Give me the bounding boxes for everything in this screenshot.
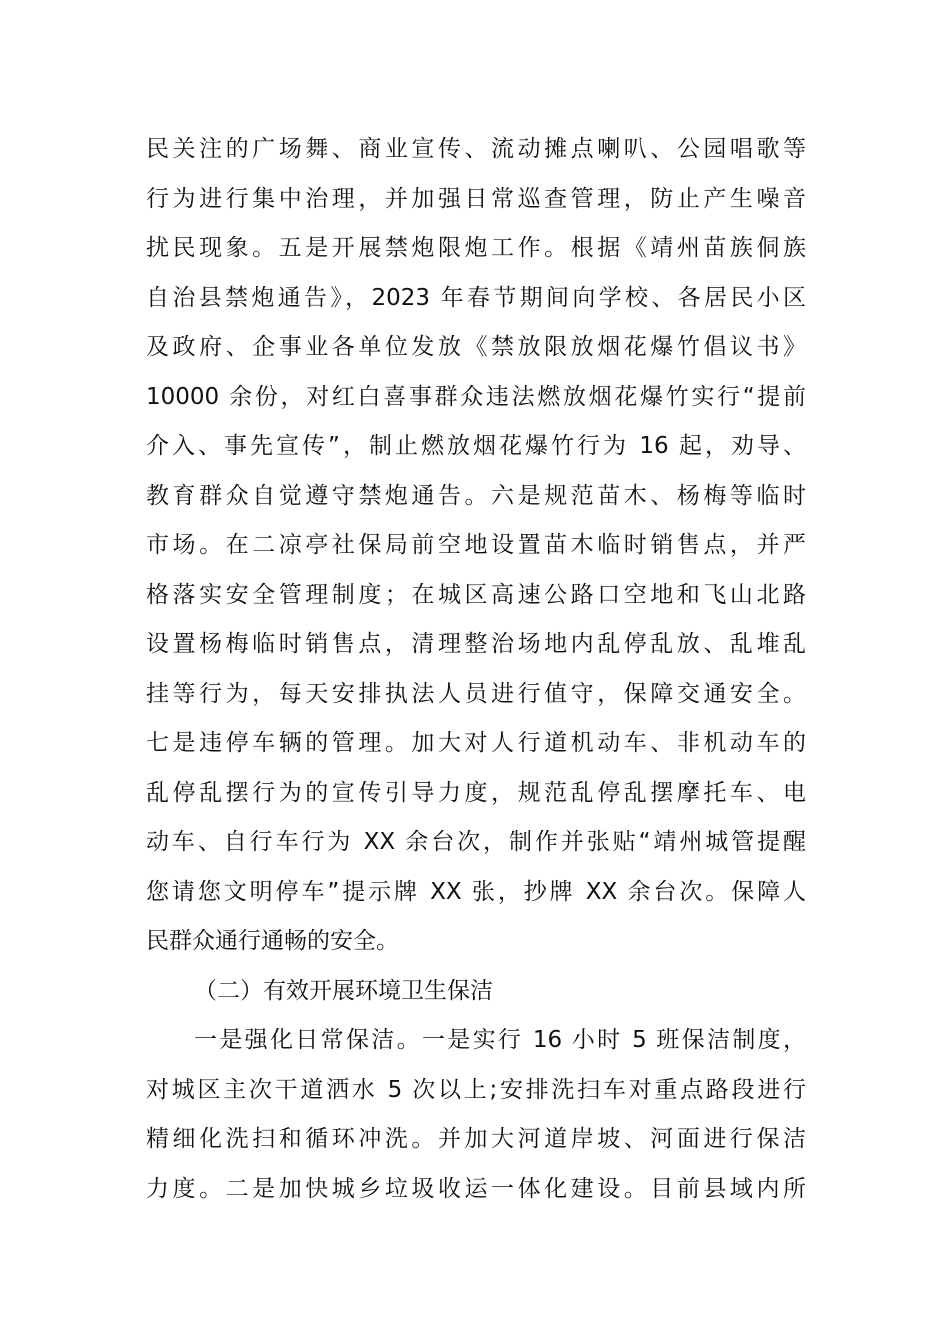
document-page [146, 125, 806, 1214]
body-text-line: 对城区主次干道洒水 5 次以上;安排洗扫车对重点路段进行 [146, 1076, 806, 1103]
body-text-line: 设置杨梅临时销售点，清理整治场地内乱停乱放、乱堆乱 [146, 631, 806, 657]
body-text-line: 市场。在二凉亭社保局前空地设置苗木临时销售点，并严 [146, 532, 806, 558]
body-text-line: 及政府、企事业各单位发放《禁放限放烟花爆竹倡议书》 [146, 334, 806, 360]
body-text-line: 民群众通行通畅的安全。 [146, 928, 399, 954]
body-text-line: 精细化洗扫和循环冲洗。并加大河道岸坡、河面进行保洁 [146, 1126, 806, 1152]
body-text-line: 您请您文明停车”提示牌 XX 张，抄牌 XX 余台次。保障人 [146, 878, 806, 905]
body-text-line: 自治县禁炮通告》，2023 年春节期间向学校、各居民小区 [146, 284, 806, 311]
body-text-line: 扰民现象。五是开展禁炮限炮工作。根据《靖州苗族侗族 [146, 235, 806, 261]
body-text-line: 10000 余份，对红白喜事群众违法燃放烟花爆竹实行“提前 [146, 383, 806, 410]
body-text-line: 力度。二是加快城乡垃圾收运一体化建设。目前县域内所 [146, 1175, 806, 1202]
body-text-line: 民关注的广场舞、商业宣传、流动摊点喇叭、公园唱歌等 [146, 136, 806, 162]
section-heading: （二）有效开展环境卫生保洁 [194, 977, 493, 1004]
body-text-line: 动车、自行车行为 XX 余台次，制作并张贴“靖州城管提醒 [146, 829, 806, 855]
body-text-line: 格落实安全管理制度；在城区高速公路口空地和飞山北路 [146, 581, 806, 608]
body-text-line: 七是违停车辆的管理。加大对人行道机动车、非机动车的 [146, 730, 806, 756]
body-text-line: 介入、事先宣传”，制止燃放烟花爆竹行为 16 起，劝导、 [146, 433, 806, 459]
body-text-line: 行为进行集中治理，并加强日常巡查管理，防止产生噪音 [146, 185, 806, 212]
body-text-line: 乱停乱摆行为的宣传引导力度，规范乱停乱摆摩托车、电 [146, 779, 806, 806]
body-text-line: 挂等行为，每天安排执法人员进行值守，保障交通安全。 [146, 680, 806, 707]
body-text-line: 教育群众自觉遵守禁炮通告。六是规范苗木、杨梅等临时 [146, 482, 806, 509]
body-text-line: 一是强化日常保洁。一是实行 16 小时 5 班保洁制度， [194, 1027, 806, 1053]
